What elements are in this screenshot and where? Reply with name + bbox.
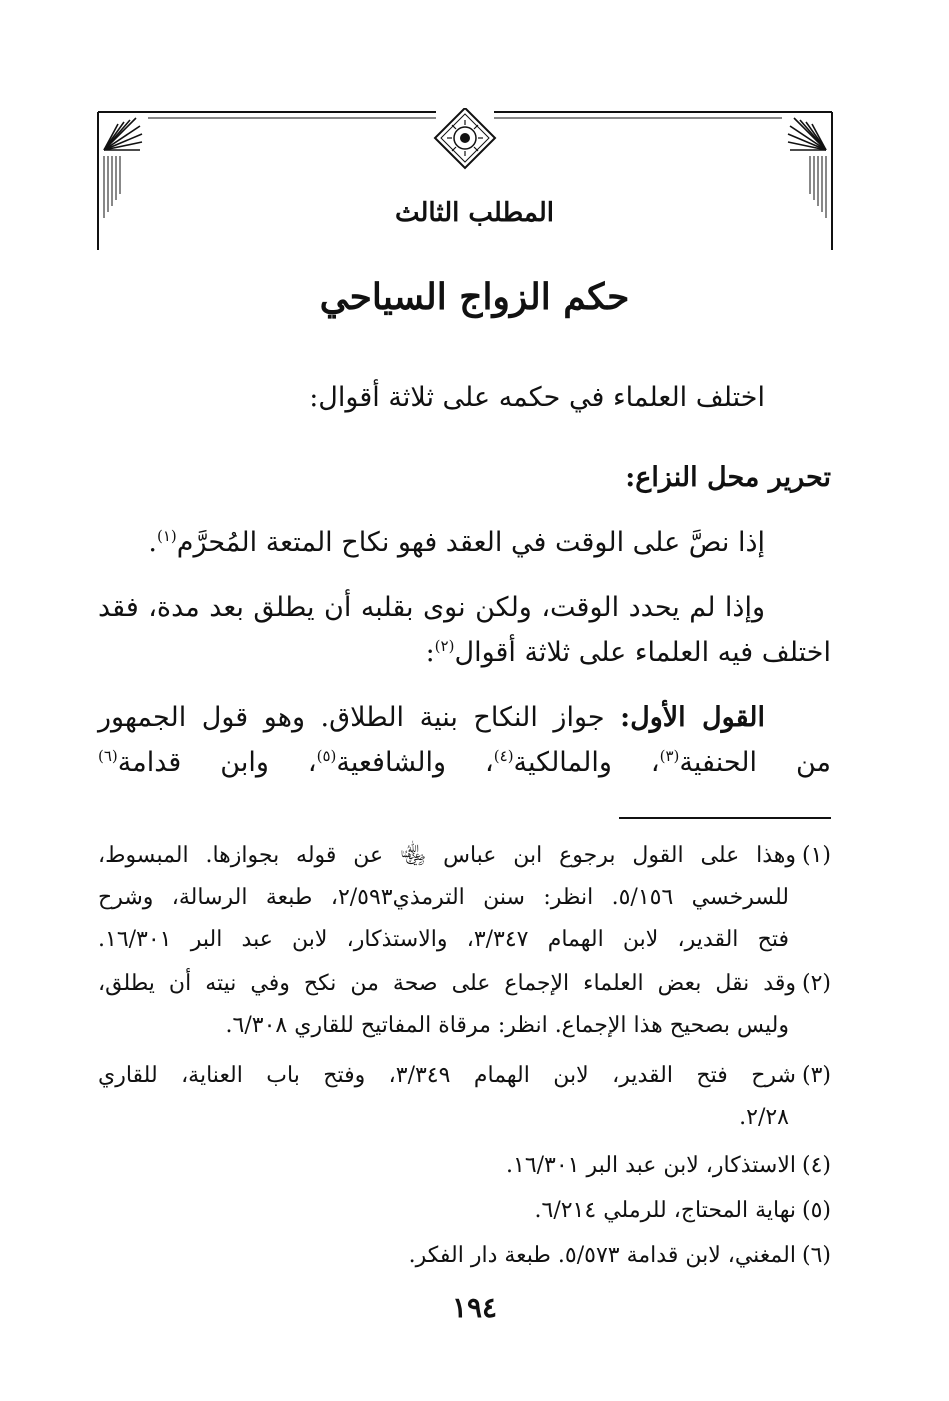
footnote-text: وقد نقل بعض العلماء الإجماع على صحة من نكح وفي نيته أن يطلق، [98,971,796,996]
footnote-text: المغني، لابن قدامة ٥/٥٧٣. طبعة دار الفكر. [408,1243,796,1268]
paragraph-2-end: : [425,637,435,668]
footnote-text: الاستذكار، لابن عبد البر ١٦/٣٠١. [506,1153,796,1178]
paragraph-1-text: إذا نصَّ على الوقت في العقد فهو نكاح المتعة المُحرَّم [176,527,765,558]
footnote-5 [98,1190,831,1232]
footnote-1-line-3: فتح القدير، لابن الهمام ٣/٣٤٧، والاستذكار، لابن عبد البر ١٦/٣٠١. [98,927,789,952]
footnote-text: شرح فتح القدير، لابن الهمام ٣/٣٤٩، وفتح باب العناية، للقاري [98,1063,796,1088]
paragraph-2-text: اختلف فيه العلماء على ثلاثة أقوال [454,637,831,668]
footnote-number: (٤) [801,1153,831,1178]
text-malikiyya: ، والمالكية [513,747,660,778]
footnote-text: وهذا على القول برجوع ابن عباس ﵄ عن قوله بجوازها. المبسوط، [98,843,796,868]
footnote-ref-1[interactable]: (١) [156,527,177,545]
page-title: حكم الزواج السياحي [319,276,630,318]
text-ibn-qudama: ، وابن قدامة [117,747,317,778]
footnote-ref-3[interactable]: (٣) [659,747,680,765]
footnote-ref-4[interactable]: (٤) [493,747,514,765]
footnote-2-line-2: وليس بصحيح هذا الإجماع. انظر: مرقاة المفاتيح للقاري ٦/٣٠٨. [225,1013,789,1038]
paragraph-3-line-2 [98,740,831,786]
paragraph-1 [98,520,765,566]
text-hanafiyya: من الحنفية [679,747,832,778]
footnote-1-line-1 [98,835,831,877]
footnote-1-line-2: للسرخسي ٥/١٥٦. انظر: سنن الترمذي٢/٥٩٣، طبعة الرسالة، وشرح [98,885,789,910]
text-shafiiyya: ، والشافعية [336,747,494,778]
footnote-number: (٢) [801,971,831,996]
first-opinion-label: القول الأول: [620,702,765,733]
paragraph-3-text: جواز النكاح بنية الطلاق. وهو قول الجمهور [98,702,621,733]
footnote-ref-2[interactable]: (٢) [434,637,455,655]
footnote-number: (٥) [801,1198,831,1223]
footnote-4 [98,1145,831,1187]
footnote-3-line-2: ٢/٢٨. [739,1105,789,1130]
footnote-3-line-1 [98,1055,831,1097]
footnote-6 [98,1235,831,1277]
footnote-2-line-1 [98,963,831,1005]
page-number: ١٩٤ [451,1291,498,1324]
footnote-number: (٣) [801,1063,831,1088]
footnote-number: (٦) [801,1243,831,1268]
section-label: المطلب الثالث [394,198,555,228]
footnote-text: نهاية المحتاج، للرملي ٦/٢١٤. [534,1198,796,1223]
footnote-ref-6[interactable]: (٦) [98,747,118,765]
paragraph-1-end: . [148,527,157,558]
paragraph-2-line-2 [98,630,831,676]
paragraph-3-line-1 [98,695,765,741]
section-heading: تحرير محل النزاع: [625,462,831,493]
paragraph-2-line-1: وإذا لم يحدد الوقت، ولكن نوى بقلبه أن يطلق بعد مدة، فقد [98,592,765,623]
footnote-number: (١) [801,843,831,868]
footnote-separator [619,817,831,819]
intro-paragraph: اختلف العلماء في حكمه على ثلاثة أقوال: [309,382,765,413]
footnote-ref-5[interactable]: (٥) [316,747,337,765]
